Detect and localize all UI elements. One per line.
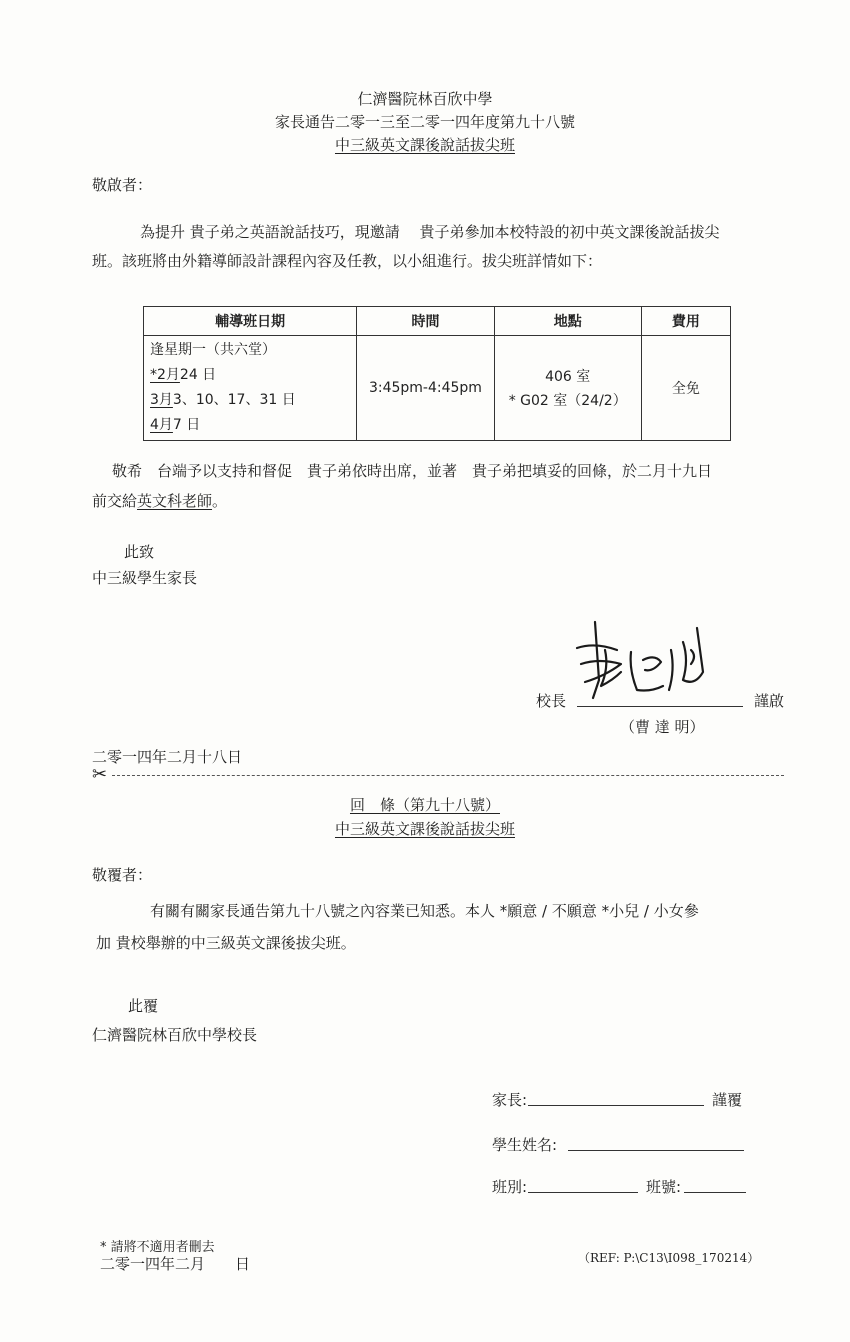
dates-april: 4月7 日 — [150, 417, 201, 433]
reply-closing-to: 此覆 — [128, 997, 159, 1015]
reply-recipient: 仁濟醫院林百欣中學校長 — [92, 1026, 258, 1044]
dates-intro: 逢星期一（共六堂） — [150, 342, 276, 358]
dates-february: *2月24 日 — [150, 367, 217, 383]
header-venue: 地點 — [494, 307, 641, 336]
dates-march: 3月3、10、17、31 日 — [150, 392, 296, 408]
principal-label: 校長 — [536, 692, 567, 710]
principal-name: （曹 達 明） — [620, 718, 705, 736]
venue-main: 406 室 — [545, 369, 591, 385]
notice-subject-text: 中三級英文課後說話拔尖班 — [334, 136, 515, 154]
recipient: 中三級學生家長 — [92, 569, 198, 587]
class-label: 班別: — [492, 1178, 528, 1196]
header-dates: 輔導班日期 — [144, 307, 357, 336]
reply-subject: 中三級英文課後說話拔尖班 — [334, 820, 515, 838]
salutation: 敬啟者： — [92, 176, 153, 194]
header-time: 時間 — [357, 307, 494, 336]
school-name: 仁濟醫院林百欣中學 — [357, 90, 493, 108]
notice-date: 二零一四年二月十八日 — [92, 748, 243, 766]
footnote: * 請將不適用者刪去 — [100, 1240, 215, 1255]
notice-subject — [0, 134, 850, 155]
reply-date: 二零一四年二月 日 — [100, 1255, 251, 1273]
paragraph-1-line-1: 為提升 貴子弟之英語說話技巧，現邀請 貴子弟參加本校特設的初中英文課後說話拔尖 — [140, 223, 720, 241]
table-header-row — [144, 307, 731, 336]
reply-salutation: 敬覆者： — [92, 866, 153, 884]
scissors-icon: ✂ — [92, 764, 108, 785]
cell-time: 3:45pm-4:45pm — [357, 336, 494, 441]
student-name-field[interactable] — [568, 1136, 744, 1151]
cell-venue — [494, 336, 641, 441]
venue-alt: * G02 室（24/2） — [508, 393, 627, 409]
parent-signature-field[interactable] — [528, 1091, 704, 1106]
student-name-label: 學生姓名: — [492, 1136, 558, 1154]
reply-title: 回 條（第九十八號） — [349, 796, 500, 814]
class-number-label: 班號: — [646, 1178, 682, 1196]
principal-sign-off: 謹啟 — [754, 692, 785, 710]
reference-code: （REF: P:\C13\I098_170214） — [578, 1251, 760, 1265]
parent-sign-off: 謹覆 — [712, 1091, 743, 1109]
parent-label: 家長: — [492, 1091, 528, 1109]
paragraph-2-line-1: 敬希 台端予以支持和督促 貴子弟依時出席，並著 貴子弟把填妥的回條，於二月十九日 — [112, 462, 713, 480]
class-field[interactable] — [528, 1178, 638, 1193]
english-teacher: 英文科老師 — [137, 492, 213, 510]
class-details-table — [143, 306, 731, 441]
cell-fee: 全免 — [641, 336, 730, 441]
header-fee: 費用 — [641, 307, 730, 336]
reply-body-line-2: 加 貴校舉辦的中三級英文課後拔尖班。 — [96, 934, 356, 952]
notice-number: 家長通告二零一三至二零一四年度第九十八號 — [274, 113, 575, 131]
closing-to: 此致 — [124, 543, 155, 561]
paragraph-2-line-2: 前交給英文科老師。 — [92, 492, 228, 510]
cell-dates — [144, 336, 357, 441]
class-number-field[interactable] — [684, 1178, 746, 1193]
table-row — [144, 336, 731, 441]
reply-body-line-1: 有關有關家長通告第九十八號之內容業已知悉。本人 *願意 / 不願意 *小兒 / 小女參 — [150, 902, 699, 920]
cut-line — [112, 775, 784, 776]
principal-signature-line — [577, 692, 743, 707]
paragraph-1-line-2: 班。該班將由外籍導師設計課程內容及任教，以小組進行。拔尖班詳情如下： — [92, 252, 603, 270]
